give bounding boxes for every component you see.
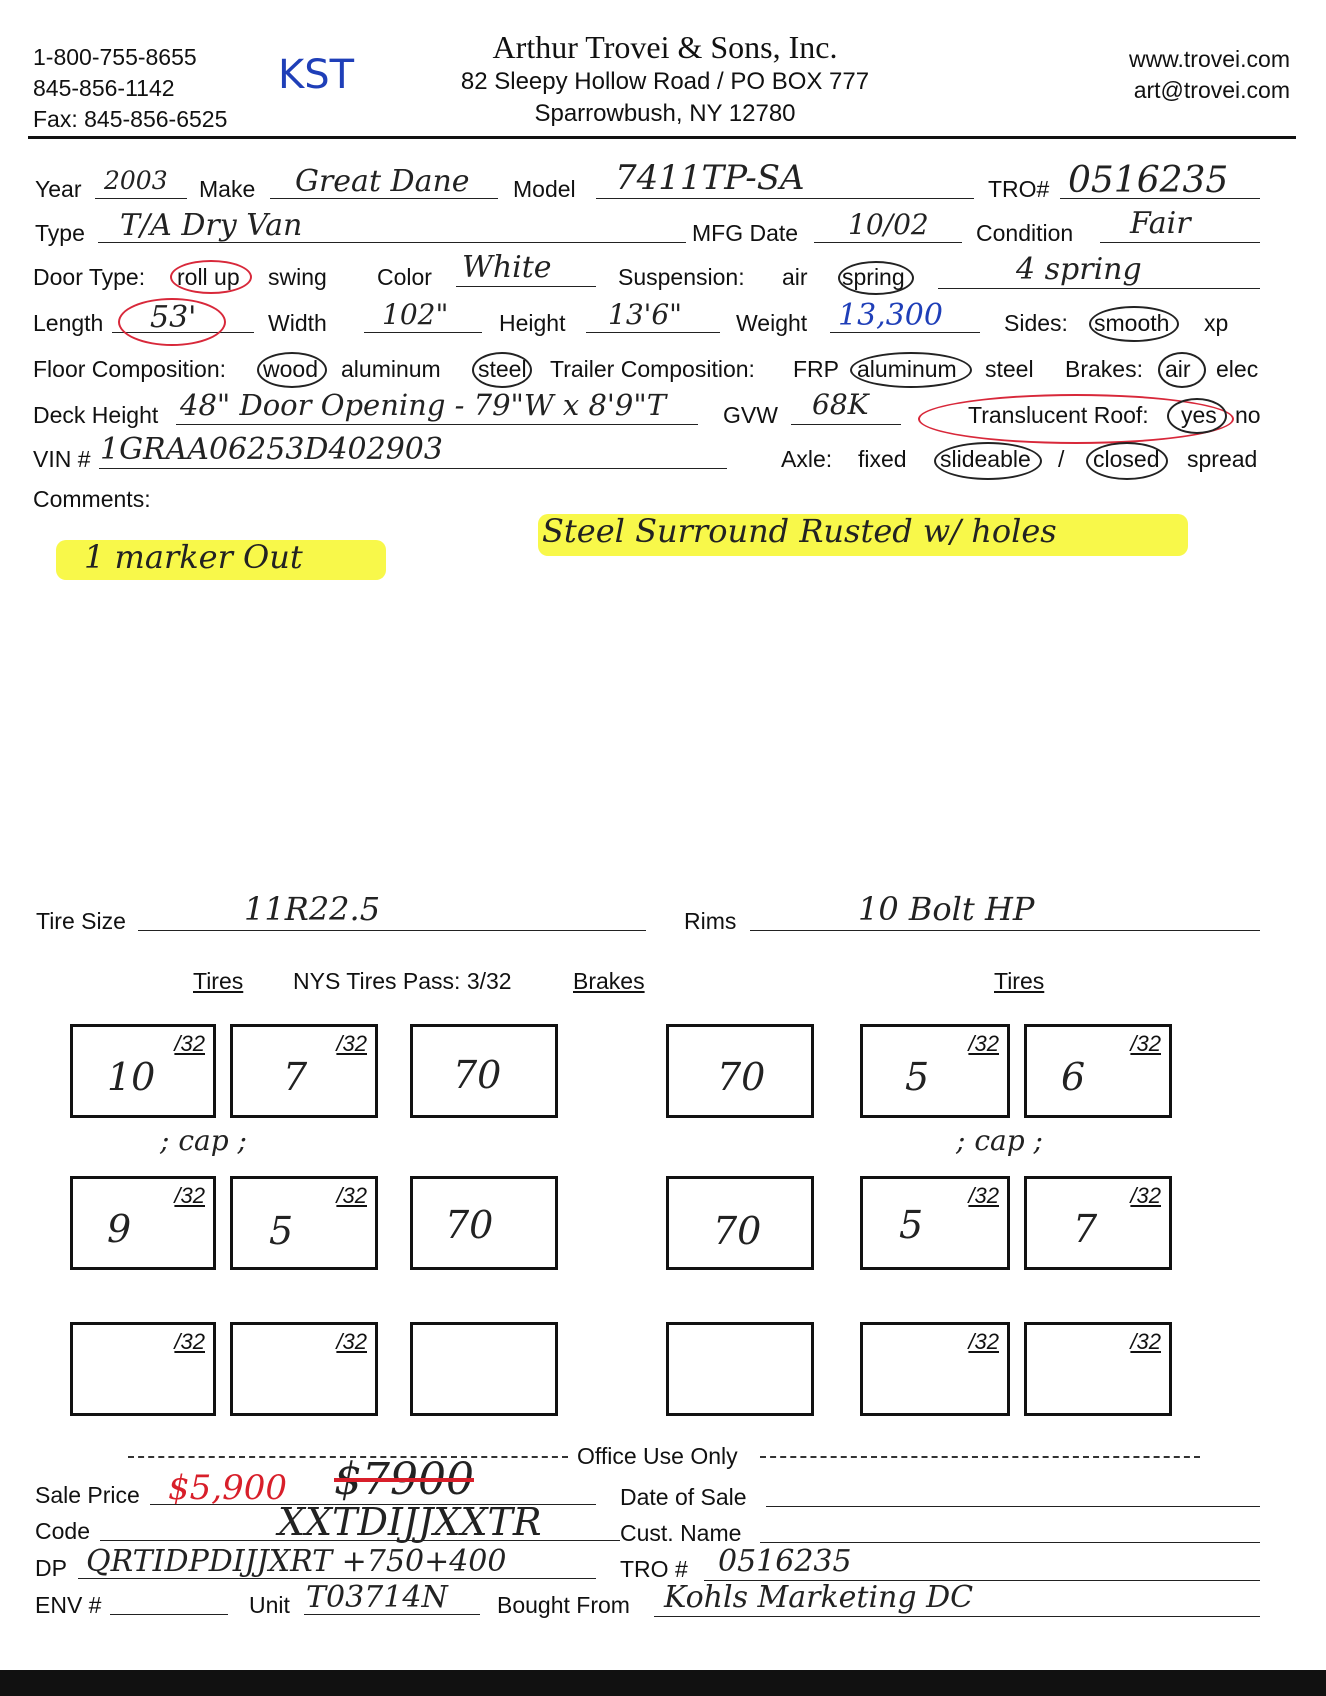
- tread-depth: 5: [899, 1203, 924, 1247]
- bought-from-line: [654, 1616, 1260, 1617]
- per-32-label: /32: [1130, 1329, 1161, 1354]
- nys-tires-pass: NYS Tires Pass: 3/32: [293, 968, 512, 994]
- type-value[interactable]: T/A Dry Van: [120, 208, 303, 243]
- code-label: Code: [35, 1518, 90, 1544]
- code-value[interactable]: XXTDIJJXXTR: [278, 1500, 542, 1544]
- door-rollup-option[interactable]: roll up: [177, 264, 240, 290]
- suspension-label: Suspension:: [618, 264, 745, 290]
- deck-height-line: [176, 424, 698, 425]
- roof-yes-option[interactable]: yes: [1181, 402, 1217, 428]
- tire-left-1-row-2[interactable]: [70, 1176, 216, 1270]
- tire-right-1-row-3[interactable]: [860, 1322, 1010, 1416]
- tire-left-2-row-3[interactable]: [230, 1322, 378, 1416]
- color-label: Color: [377, 264, 432, 290]
- sides-smooth-circle: [1089, 306, 1179, 342]
- unit-label: Unit: [249, 1592, 290, 1618]
- env-line: [110, 1614, 228, 1615]
- office-use-label: Office Use Only: [577, 1443, 738, 1469]
- date-of-sale-label: Date of Sale: [620, 1484, 747, 1510]
- address-line-2: Sparrowbush, NY 12780: [534, 100, 796, 127]
- door-rollup-circle: [170, 260, 252, 294]
- tires-right-header: Tires: [994, 968, 1045, 994]
- brake-left-row-1[interactable]: [410, 1024, 558, 1118]
- brake-percent: 70: [717, 1055, 766, 1099]
- sides-xp-option[interactable]: xp: [1204, 310, 1229, 336]
- make-value[interactable]: Great Dane: [295, 164, 470, 199]
- floor-label: Floor Composition:: [33, 356, 227, 382]
- axle-fixed-option[interactable]: fixed: [858, 446, 907, 472]
- phone-1: 1-800-755-8655: [33, 44, 197, 70]
- mfg-date-label: MFG Date: [692, 220, 799, 246]
- trailer-aluminum-option[interactable]: aluminum: [857, 356, 957, 382]
- tro-2-value[interactable]: 0516235: [718, 1544, 852, 1579]
- height-label: Height: [499, 310, 566, 336]
- color-value[interactable]: White: [462, 250, 552, 285]
- header-contact: [33, 42, 227, 135]
- date-of-sale-line: [766, 1506, 1260, 1507]
- condition-label: Condition: [976, 220, 1074, 246]
- scan-bottom-edge: [0, 1670, 1326, 1696]
- office-divider-right: [760, 1456, 1200, 1458]
- per-32-label: /32: [174, 1183, 205, 1208]
- susp-air-option[interactable]: air: [782, 264, 808, 290]
- model-value[interactable]: 7411TP-SA: [615, 158, 805, 198]
- comments-label: Comments:: [33, 486, 151, 512]
- header-company: [400, 28, 930, 130]
- per-32-label: /32: [174, 1329, 205, 1354]
- condition-line: [1100, 242, 1260, 243]
- brakes-air-option[interactable]: air: [1165, 356, 1191, 382]
- gvw-label: GVW: [723, 402, 778, 428]
- per-32-label: /32: [968, 1183, 999, 1208]
- tire-right-2-row-1[interactable]: [1024, 1024, 1172, 1118]
- tire-right-2-row-3[interactable]: [1024, 1322, 1172, 1416]
- tread-depth: 9: [107, 1207, 132, 1251]
- trailer-steel-option[interactable]: steel: [985, 356, 1034, 382]
- tire-left-2-row-1[interactable]: [230, 1024, 378, 1118]
- weight-label: Weight: [736, 310, 808, 336]
- model-label: Model: [513, 176, 576, 202]
- axle-closed-circle: [1086, 442, 1168, 480]
- tro-value[interactable]: 0516235: [1068, 160, 1229, 201]
- tire-size-label: Tire Size: [36, 908, 126, 934]
- year-value[interactable]: 2003: [104, 166, 168, 195]
- per-32-label: /32: [968, 1031, 999, 1056]
- dp-label: DP: [35, 1555, 67, 1581]
- cust-name-line: [760, 1542, 1260, 1543]
- floor-wood-option[interactable]: wood: [263, 356, 318, 382]
- tire-right-2-row-2[interactable]: [1024, 1176, 1172, 1270]
- width-label: Width: [268, 310, 327, 336]
- tread-depth: 7: [283, 1055, 308, 1099]
- sale-price-new[interactable]: $5,900: [168, 1468, 287, 1508]
- brakes-air-circle: [1158, 352, 1206, 388]
- tire-size-line: [138, 930, 646, 931]
- tire-left-1-row-1[interactable]: [70, 1024, 216, 1118]
- per-32-label: /32: [336, 1329, 367, 1354]
- condition-value[interactable]: Fair: [1130, 206, 1191, 241]
- address-line-1: 82 Sleepy Hollow Road / PO BOX 777: [460, 68, 870, 95]
- axle-slideable-option[interactable]: slideable: [940, 446, 1031, 472]
- axle-spread-option[interactable]: spread: [1187, 446, 1258, 472]
- tread-depth: 10: [107, 1055, 156, 1099]
- brake-percent: 70: [713, 1209, 762, 1253]
- weight-value[interactable]: 13,300: [838, 298, 943, 333]
- length-label: Length: [33, 310, 104, 336]
- floor-wood-circle: [257, 352, 327, 388]
- model-line: [596, 198, 974, 199]
- height-value[interactable]: 13'6": [608, 298, 683, 331]
- per-32-label: /32: [174, 1031, 205, 1056]
- make-label: Make: [199, 176, 256, 202]
- year-label: Year: [35, 176, 82, 202]
- per-32-label: /32: [1130, 1183, 1161, 1208]
- tro-label: TRO#: [988, 176, 1050, 202]
- bought-from-value[interactable]: Kohls Marketing DC: [664, 1580, 974, 1615]
- env-label: ENV #: [35, 1592, 102, 1618]
- width-value[interactable]: 102": [382, 298, 449, 331]
- per-32-label: /32: [336, 1183, 367, 1208]
- brakes-elec-option[interactable]: elec: [1216, 356, 1259, 382]
- tire-size-value[interactable]: 11R22.5: [244, 890, 381, 928]
- tread-depth: 6: [1061, 1055, 1086, 1099]
- trailer-frp-option[interactable]: FRP: [793, 356, 839, 382]
- floor-steel-option[interactable]: steel: [478, 356, 527, 382]
- roof-yes-circle: [1167, 398, 1227, 434]
- translucent-roof-label: Translucent Roof:: [968, 402, 1149, 428]
- roof-no-option[interactable]: no: [1235, 402, 1261, 428]
- cap-note-right[interactable]: ; cap ;: [956, 1124, 1043, 1157]
- deck-height-value[interactable]: 48" Door Opening - 79"W x 8'9"T: [180, 388, 667, 422]
- tro-2-label: TRO #: [620, 1556, 688, 1582]
- per-32-label: /32: [1130, 1031, 1161, 1056]
- vin-line: [99, 468, 727, 469]
- per-32-label: /32: [336, 1031, 367, 1056]
- tires-left-header: Tires: [193, 968, 244, 994]
- length-value[interactable]: 53': [150, 300, 197, 335]
- susp-spring-circle: [838, 261, 914, 295]
- brake-right-row-2[interactable]: [666, 1176, 814, 1270]
- sale-price-label: Sale Price: [35, 1482, 140, 1508]
- tire-left-2-row-2[interactable]: [230, 1176, 378, 1270]
- vin-value[interactable]: 1GRAA06253D402903: [100, 432, 443, 467]
- header-web: [1129, 44, 1290, 106]
- brake-percent: 70: [445, 1203, 494, 1247]
- comment-2[interactable]: Steel Surround Rusted w/ holes: [542, 512, 1057, 550]
- rims-line: [750, 930, 1260, 931]
- width-line: [364, 332, 482, 333]
- dp-value[interactable]: QRTIDPDIJJXRT +750+400: [86, 1544, 507, 1579]
- email-link[interactable]: art@trovei.com: [1133, 77, 1290, 103]
- brakes-header: Brakes: [573, 968, 645, 994]
- fax-number: Fax: 845-856-6525: [33, 106, 228, 132]
- axle-label: Axle:: [781, 446, 833, 472]
- sale-price-old[interactable]: $7900: [334, 1454, 474, 1505]
- rims-value[interactable]: 10 Bolt HP: [858, 890, 1035, 928]
- trailer-comp-label: Trailer Composition:: [550, 356, 755, 382]
- vin-label: VIN #: [33, 446, 91, 472]
- per-32-label: /32: [968, 1329, 999, 1354]
- website-link[interactable]: www.trovei.com: [1128, 46, 1290, 72]
- floor-steel-circle: [472, 352, 532, 388]
- tread-depth: 7: [1073, 1207, 1098, 1251]
- suspension-extra-value[interactable]: 4 spring: [1016, 252, 1142, 287]
- brake-left-row-3[interactable]: [410, 1322, 558, 1416]
- mfg-date-value[interactable]: 10/02: [848, 208, 929, 241]
- header-divider: [28, 136, 1296, 139]
- tire-left-1-row-3[interactable]: [70, 1322, 216, 1416]
- suspension-extra-line: [938, 288, 1260, 289]
- mfg-date-line: [814, 242, 962, 243]
- axle-slideable-circle: [934, 442, 1042, 480]
- cust-name-label: Cust. Name: [620, 1520, 742, 1546]
- bought-from-label: Bought From: [497, 1592, 630, 1618]
- tread-depth: 5: [269, 1209, 294, 1253]
- trailer-aluminum-circle: [850, 352, 972, 388]
- brake-right-row-1[interactable]: [666, 1024, 814, 1118]
- tread-depth: 5: [905, 1055, 930, 1099]
- unit-value[interactable]: T03714N: [306, 1580, 448, 1615]
- cap-note-left[interactable]: ; cap ;: [160, 1124, 247, 1157]
- brake-right-row-3[interactable]: [666, 1322, 814, 1416]
- gvw-value[interactable]: 68K: [812, 388, 869, 421]
- comment-1[interactable]: 1 marker Out: [84, 538, 303, 576]
- rims-label: Rims: [684, 908, 737, 934]
- floor-aluminum-option[interactable]: aluminum: [341, 356, 441, 382]
- phone-2: 845-856-1142: [33, 75, 175, 101]
- brakes-label: Brakes:: [1065, 356, 1143, 382]
- brake-left-row-2[interactable]: [410, 1176, 558, 1270]
- company-name: Arthur Trovei & Sons, Inc.: [492, 29, 838, 65]
- tire-right-1-row-1[interactable]: [860, 1024, 1010, 1118]
- brake-percent: 70: [453, 1053, 502, 1097]
- door-swing-option[interactable]: swing: [268, 264, 327, 290]
- door-type-label: Door Type:: [33, 264, 146, 290]
- type-label: Type: [35, 220, 85, 246]
- year-line: [95, 198, 187, 199]
- sides-smooth-option[interactable]: smooth: [1094, 310, 1170, 336]
- deck-height-label: Deck Height: [33, 402, 159, 428]
- height-line: [586, 332, 720, 333]
- sides-label: Sides:: [1004, 310, 1068, 336]
- axle-closed-option[interactable]: closed: [1093, 446, 1160, 472]
- gvw-line: [791, 424, 901, 425]
- axle-slash: /: [1058, 446, 1065, 472]
- susp-spring-option[interactable]: spring: [842, 264, 905, 290]
- tire-right-1-row-2[interactable]: [860, 1176, 1010, 1270]
- color-line: [456, 286, 596, 287]
- initials: KST: [278, 52, 355, 98]
